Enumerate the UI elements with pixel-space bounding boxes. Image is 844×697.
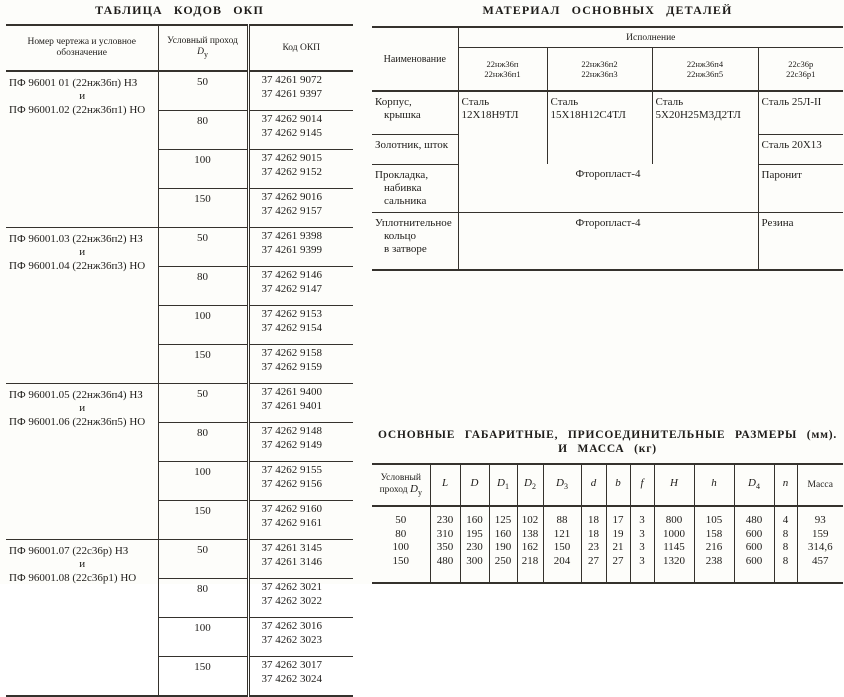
dimension-cell: 19 (606, 528, 630, 542)
okp-code: 37 4262 3016 (261, 620, 322, 632)
okp-code: 37 4261 9401 (261, 399, 322, 412)
table-row (372, 506, 843, 528)
dimension-cell: 21 (606, 541, 630, 555)
part-name-cell (372, 164, 458, 212)
material-cell (758, 164, 843, 212)
dimension-cell: 159 (797, 528, 843, 542)
variant-label: 22нж36п5 (686, 69, 724, 79)
dimensions-table-title-line2: И МАССА (кг) (558, 443, 657, 455)
okp-code: 37 4262 9158 (261, 347, 322, 359)
dy-cell: 80 (158, 423, 248, 462)
okp-code-cell (248, 71, 353, 111)
okp-code: 37 4262 3022 (261, 594, 322, 607)
drawing-number: ПФ 96001 01 (22нж36п) НЗ (9, 77, 138, 89)
execution-variant-header (458, 48, 547, 92)
material-value: Сталь 20Х13 (761, 138, 822, 151)
dimension-cell: 4 (774, 506, 797, 528)
material-table-title: МАТЕРИАЛ ОСНОВНЫХ ДЕТАЛЕЙ (482, 3, 733, 17)
conjunction: и (79, 246, 86, 258)
dimension-cell: 158 (694, 528, 734, 542)
okp-code: 37 4262 9147 (261, 282, 322, 295)
material-cell (652, 91, 758, 164)
material-value: 15Х18Н12С4ТЛ (550, 109, 626, 121)
column-header-mass: Масса (797, 464, 843, 506)
dy-cell: 150 (158, 657, 248, 697)
dimension-cell: 314,6 (797, 541, 843, 555)
dimension-cell: 195 (460, 528, 489, 542)
conjunction: и (79, 402, 86, 414)
dimension-cell: 50 (395, 514, 407, 526)
okp-code: 37 4262 9160 (261, 503, 322, 515)
dy-cell: 80 (158, 267, 248, 306)
column-header-execution: Исполнение (458, 27, 843, 48)
material-value: Сталь (655, 96, 684, 108)
drawing-number-cell (6, 71, 158, 228)
dy-cell: 150 (158, 345, 248, 384)
okp-group (6, 384, 353, 540)
dy-cell: 100 (158, 150, 248, 189)
okp-group (6, 71, 353, 228)
table-row (372, 212, 843, 270)
column-header-f: f (630, 464, 654, 506)
part-name: крышка (384, 109, 421, 121)
table-row (372, 164, 843, 212)
table-row (6, 71, 353, 111)
dimension-cell: 600 (734, 541, 774, 555)
variant-label: 22нж36п1 (484, 69, 521, 79)
column-header-dy (372, 464, 430, 506)
material-value: Паронит (761, 168, 802, 181)
okp-code-cell (248, 150, 353, 189)
okp-code: 37 4261 3145 (261, 542, 322, 554)
execution-variant-header (758, 48, 843, 92)
table-row (6, 540, 353, 579)
dy-cell: 50 (158, 228, 248, 267)
dimension-cell: 160 (489, 528, 517, 542)
dimensions-header-row (372, 464, 843, 506)
dimensions-section (372, 428, 843, 584)
okp-code-cell (248, 189, 353, 228)
material-cell (758, 134, 843, 164)
drawing-number: ПФ 96001.03 (22нж36п2) НЗ (9, 233, 143, 245)
part-name: сальника (384, 194, 427, 207)
okp-code: 37 4261 9399 (261, 243, 322, 256)
dimension-cell: 150 (392, 554, 409, 567)
dimension-cell: 80 (395, 527, 407, 540)
dimension-cell: 8 (774, 555, 797, 584)
material-value: Сталь (461, 96, 490, 108)
material-value: Сталь (550, 96, 579, 108)
okp-code: 37 4262 9016 (261, 191, 322, 203)
part-name: Корпус, (375, 96, 412, 108)
material-cell (758, 212, 843, 270)
dimension-cell: 480 (734, 506, 774, 528)
dimension-cell: 350 (430, 541, 460, 555)
dimension-cell: 23 (581, 541, 606, 555)
dimension-cell: 18 (581, 528, 606, 542)
okp-code-cell (248, 462, 353, 501)
material-cell: Фторопласт-4 (458, 164, 758, 212)
dy-cell: 150 (158, 501, 248, 540)
material-cell: Фторопласт-4 (458, 212, 758, 270)
dy-cell: 50 (158, 540, 248, 579)
drawing-number: ПФ 96001.02 (22нж36п1) НО (9, 104, 146, 116)
dimension-cell: 600 (734, 555, 774, 584)
okp-code: 37 4262 9145 (261, 126, 322, 139)
dimension-cell: 204 (543, 555, 581, 584)
drawing-number: ПФ 96001.07 (22с36р) НЗ (9, 545, 129, 557)
dimension-cell: 216 (694, 541, 734, 555)
variant-label: 22нж36п2 (581, 58, 618, 69)
dy-cell: 100 (158, 618, 248, 657)
okp-codes-section (6, 3, 353, 697)
okp-code-cell (248, 423, 353, 462)
okp-code: 37 4262 3023 (261, 633, 322, 646)
table-row (6, 228, 353, 267)
okp-code: 37 4262 9149 (261, 438, 322, 451)
column-header-drawing-number: Номер чертежа и условное обозначение (6, 25, 158, 71)
okp-header-row (6, 25, 353, 71)
okp-code: 37 4262 9161 (261, 516, 322, 529)
dy-header-text: Условный (380, 472, 421, 483)
material-cell (758, 91, 843, 134)
materials-section (372, 3, 843, 271)
dimension-cell: 310 (430, 528, 460, 542)
okp-code: 37 4262 9152 (261, 165, 322, 178)
dimension-cell: 230 (430, 506, 460, 528)
column-header-D3: $D_3$ (543, 464, 581, 506)
column-header-h: h (694, 464, 734, 506)
okp-table-title: ТАБЛИЦА КОДОВ ОКП (95, 3, 264, 17)
okp-group (6, 540, 353, 697)
column-header-D1: $D_1$ (489, 464, 517, 506)
drawing-number: ПФ 96001.08 (22с36р1) НО (9, 572, 137, 584)
okp-code-cell (248, 111, 353, 150)
dy-cell: 80 (158, 111, 248, 150)
part-name: Золотник, шток (375, 138, 449, 151)
part-name: кольцо (384, 229, 417, 242)
drawing-number: ПФ 96001.05 (22нж36п4) НЗ (9, 389, 143, 401)
table-row (6, 384, 353, 423)
dimension-cell: 138 (517, 528, 543, 542)
okp-code: 37 4262 9153 (261, 308, 322, 320)
dimension-cell: 150 (543, 541, 581, 555)
column-header-D4: $D_4$ (734, 464, 774, 506)
dy-cell: 50 (158, 71, 248, 111)
variant-label: 22с36р1 (786, 69, 816, 79)
dimension-cell: 190 (489, 541, 517, 555)
dimension-cell: 3 (630, 506, 654, 528)
dimension-cell: 102 (517, 506, 543, 528)
okp-code-cell (248, 540, 353, 579)
table-row (372, 555, 843, 584)
okp-code: 37 4262 3021 (261, 581, 322, 593)
dimension-cell: 480 (430, 555, 460, 584)
okp-code-cell (248, 579, 353, 618)
okp-code-cell (248, 618, 353, 657)
conjunction: и (79, 558, 86, 570)
okp-group (6, 228, 353, 384)
variant-label: 22нж36п4 (686, 58, 724, 69)
execution-variant-header (547, 48, 652, 92)
material-table (372, 26, 843, 271)
okp-table (6, 24, 353, 697)
dimension-cell: 162 (517, 541, 543, 555)
drawing-number: ПФ 96001.06 (22нж36п5) НО (9, 416, 146, 428)
dy-cell: 150 (158, 189, 248, 228)
dy-cell: 100 (158, 306, 248, 345)
drawing-number-cell (6, 384, 158, 540)
dimension-cell: 8 (774, 528, 797, 542)
dimension-cell: 800 (654, 506, 694, 528)
material-value: 12Х18Н9ТЛ (461, 109, 519, 121)
okp-code: 37 4262 9146 (261, 269, 322, 281)
drawing-number: ПФ 96001.04 (22нж36п3) НО (9, 260, 146, 272)
variant-label: 22нж36п (486, 58, 519, 69)
column-header-H: H (654, 464, 694, 506)
dimension-cell: 230 (460, 541, 489, 555)
dimension-cell: 27 (606, 555, 630, 584)
table-row (372, 528, 843, 542)
material-cell (458, 91, 547, 164)
column-header-L: L (430, 464, 460, 506)
dy-header-text: проход $D_у$ (379, 482, 422, 497)
dimension-cell: 457 (797, 555, 843, 584)
dy-header-text: Условный проход (167, 36, 238, 47)
okp-code-cell (248, 501, 353, 540)
dimension-cell: 300 (460, 555, 489, 584)
dy-cell: 50 (158, 384, 248, 423)
material-cell (547, 91, 652, 164)
dimensions-table-title: ОСНОВНЫЕ ГАБАРИТНЫЕ, ПРИСОЕДИНИТЕЛЬНЫЕ РАЗМЕРЫ (мм). (377, 429, 838, 441)
material-value: Резина (761, 216, 794, 229)
table-row (372, 91, 843, 134)
part-name-cell (372, 134, 458, 164)
okp-code: 37 4261 9072 (261, 74, 322, 86)
column-header-dy (158, 25, 248, 71)
part-name: набивка (384, 181, 422, 194)
dimensions-table (372, 463, 843, 584)
dimension-cell: 250 (489, 555, 517, 584)
dimension-cell: 18 (581, 506, 606, 528)
dy-cell: 100 (158, 462, 248, 501)
okp-code: 37 4261 9400 (261, 386, 322, 398)
column-header-D: D (460, 464, 489, 506)
column-header-okp-code: Код ОКП (248, 25, 353, 71)
dimension-cell: 160 (460, 506, 489, 528)
okp-code: 37 4261 9397 (261, 87, 322, 100)
column-header-b: b (606, 464, 630, 506)
dimension-cell: 93 (797, 506, 843, 528)
column-header-name: Наименование (372, 27, 458, 91)
dimension-cell: 1320 (654, 555, 694, 584)
column-header-d: d (581, 464, 606, 506)
okp-code: 37 4262 9148 (261, 425, 322, 437)
dimension-cell: 1000 (654, 528, 694, 542)
dimension-cell: 88 (543, 506, 581, 528)
drawing-number-cell (6, 540, 158, 697)
dimension-cell: 3 (630, 528, 654, 542)
okp-code: 37 4262 9159 (261, 360, 322, 373)
table-row (372, 541, 843, 555)
variant-label: 22с36р (788, 58, 814, 69)
part-name: в затворе (384, 242, 427, 255)
part-name-cell (372, 212, 458, 270)
okp-code: 37 4262 9156 (261, 477, 322, 490)
dimension-cell: 100 (392, 541, 409, 553)
okp-code-cell (248, 228, 353, 267)
dimension-cell: 238 (694, 555, 734, 584)
dimension-cell: 3 (630, 555, 654, 584)
execution-variant-header (652, 48, 758, 92)
okp-code: 37 4262 3017 (261, 659, 322, 671)
drawing-number-cell (6, 228, 158, 384)
okp-code: 37 4262 9154 (261, 321, 322, 334)
dimension-cell: 27 (581, 555, 606, 584)
okp-code: 37 4262 3024 (261, 672, 322, 685)
variant-label: 22нж36п3 (581, 69, 618, 79)
okp-code: 37 4262 9014 (261, 113, 322, 125)
okp-code: 37 4262 9155 (261, 464, 322, 476)
conjunction: и (79, 90, 86, 102)
dimension-cell: 218 (517, 555, 543, 584)
okp-code: 37 4262 9157 (261, 204, 322, 217)
dimension-cell: 105 (694, 506, 734, 528)
okp-code-cell (248, 384, 353, 423)
material-value: Сталь 25Л-II (761, 96, 822, 108)
part-name: Уплотнительное (375, 216, 452, 229)
okp-code: 37 4261 3146 (261, 555, 322, 568)
column-header-n: n (774, 464, 797, 506)
dimension-cell: 17 (606, 506, 630, 528)
okp-code-cell (248, 306, 353, 345)
dimension-cell: 8 (774, 541, 797, 555)
dy-symbol: $D_у$ (197, 47, 208, 59)
dimension-cell: 600 (734, 528, 774, 542)
okp-code-cell (248, 657, 353, 697)
material-value: 5Х20Н25М3Д2ТЛ (655, 109, 741, 121)
okp-code: 37 4261 9398 (261, 230, 322, 242)
dimension-cell: 3 (630, 541, 654, 555)
column-header-D2: $D_2$ (517, 464, 543, 506)
dy-cell: 80 (158, 579, 248, 618)
dimension-cell: 125 (489, 506, 517, 528)
okp-code-cell (248, 267, 353, 306)
part-name-cell (372, 91, 458, 134)
okp-code-cell (248, 345, 353, 384)
dimension-cell: 121 (543, 528, 581, 542)
dimension-cell: 1145 (654, 541, 694, 555)
part-name: Прокладка, (375, 168, 429, 181)
material-header-row (372, 27, 843, 48)
okp-code: 37 4262 9015 (261, 152, 322, 164)
